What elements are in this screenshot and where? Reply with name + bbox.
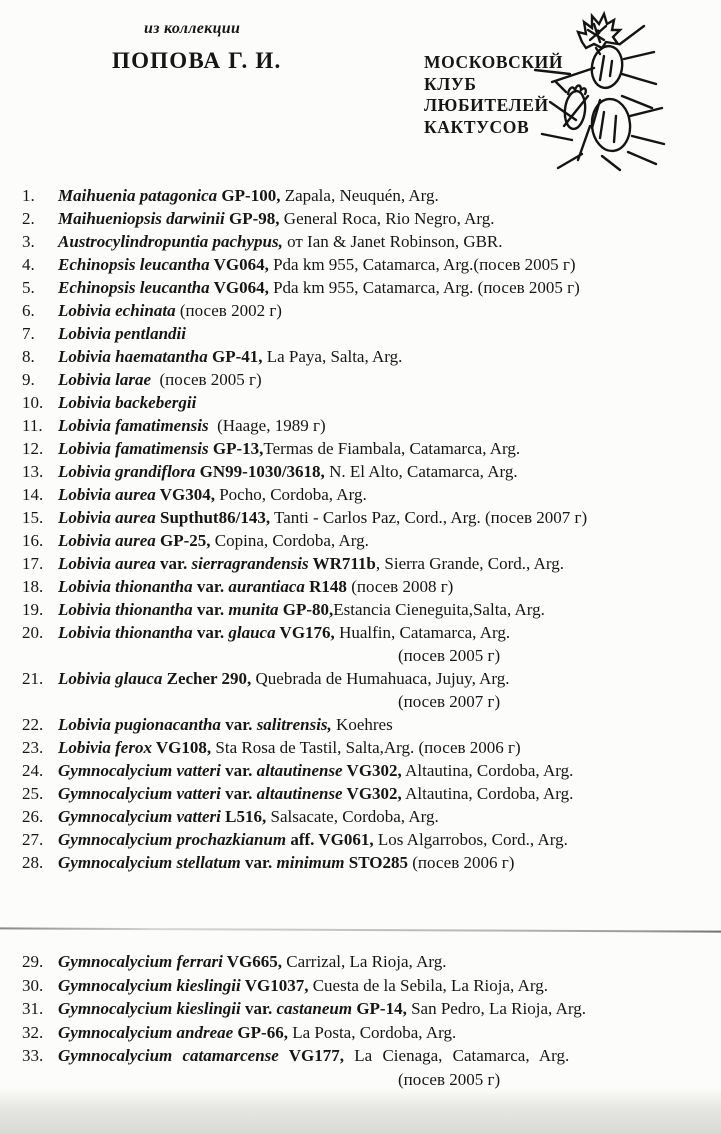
item-text: Maihueniopsis darwinii GP-98, General Roca, Rio Negro, Arg. <box>58 209 495 228</box>
list-item <box>22 851 721 874</box>
item-text: Echinopsis leucantha VG064, Pda km 955, Catamarca, Arg. (посев 2005 г) <box>58 278 580 297</box>
list-item <box>22 997 721 1021</box>
item-text: Lobivia larae (посев 2005 г) <box>58 370 262 389</box>
list-item <box>22 529 721 552</box>
item-text: Austrocylindropuntia pachypus, от Ian & Janet Robinson, GBR. <box>58 232 503 251</box>
item-text: Lobivia thionantha var. aurantiaca R148 (посев 2008 г) <box>58 577 454 596</box>
list-item <box>22 322 721 345</box>
item-text: Lobivia backebergii <box>58 393 197 412</box>
item-text: Lobivia aurea GP-25, Copina, Cordoba, Arg. <box>58 531 369 550</box>
list-item <box>22 575 721 598</box>
item-text: Lobivia aurea Supthut86/143, Tanti - Carlos Paz, Cord., Arg. (посев 2007 г) <box>58 508 588 527</box>
item-text: Lobivia echinata (посев 2002 г) <box>58 301 282 320</box>
item-number: 6. <box>22 301 35 320</box>
item-text: Lobivia famatimensis GP-13,Termas de Fiambala, Catamarca, Arg. <box>58 439 521 458</box>
item-text: Lobivia pugionacantha var. salitrensis, Koehres <box>58 715 393 734</box>
item-number: 14. <box>22 485 44 504</box>
collector-name: ПОПОВА Г. И. <box>112 48 282 73</box>
item-number: 19. <box>22 600 44 619</box>
species-list-part2 <box>0 950 721 1091</box>
item-text: Lobivia glauca Zecher 290, Quebrada de Humahuaca, Jujuy, Arg. <box>58 669 510 688</box>
club-line: ЛЮБИТЕЛЕЙ <box>424 95 549 115</box>
item-number: 10. <box>22 393 44 412</box>
list-item <box>22 598 721 621</box>
item-number: 32. <box>22 1022 44 1042</box>
item-text: Gymnocalycium vatteri L516, Salsacate, Cordoba, Arg. <box>58 807 439 826</box>
list-item <box>22 759 721 782</box>
item-number: 3. <box>22 232 35 251</box>
item-number: 8. <box>22 347 35 366</box>
item-number: 22. <box>22 715 44 734</box>
list-item <box>22 950 721 974</box>
list-item <box>22 460 721 483</box>
item-text: Lobivia ferox VG108, Sta Rosa de Tastil, Salta,Arg. (посев 2006 г) <box>58 738 521 757</box>
list-item <box>22 437 721 460</box>
item-number: 15. <box>22 508 44 527</box>
item-text: Gymnocalycium stellatum var. minimum STO285 (посев 2006 г) <box>58 853 515 872</box>
item-number: 1. <box>22 186 35 205</box>
item-number: 31. <box>22 999 44 1018</box>
list-item <box>22 1021 721 1045</box>
item-text: Lobivia pentlandii <box>58 324 186 343</box>
item-text: Gymnocalycium prochazkianum aff. VG061, Los Algarrobos, Cord., Arg. <box>58 830 568 849</box>
list-item <box>22 414 721 437</box>
list-item <box>22 184 721 207</box>
list-item <box>22 345 721 368</box>
item-number: 12. <box>22 439 44 458</box>
list-item <box>22 276 721 299</box>
item-text: Gymnocalycium vatteri var. altautinense VG302, Altautina, Cordoba, Arg. <box>58 784 574 803</box>
item-continuation: (посев 2007 г) <box>398 692 501 711</box>
list-item <box>22 713 721 736</box>
item-number: 33. <box>22 1046 44 1065</box>
item-text: Lobivia grandiflora GN99-1030/3618, N. El Alto, Catamarca, Arg. <box>58 462 518 481</box>
collection-label: из коллекции <box>144 20 241 37</box>
item-number: 9. <box>22 370 35 389</box>
list-item <box>22 828 721 851</box>
item-continuation: (посев 2005 г) <box>398 1069 501 1089</box>
item-text: Echinopsis leucantha VG064, Pda km 955, Catamarca, Arg.(посев 2005 г) <box>58 255 576 274</box>
club-line: МОСКОВСКИЙ <box>424 52 564 72</box>
item-text: Lobivia aurea var. sierragrandensis WR711b, Sierra Grande, Cord., Arg. <box>58 554 564 573</box>
item-number: 11. <box>22 416 43 435</box>
list-item <box>22 736 721 759</box>
species-list-part1 <box>0 184 721 874</box>
item-number: 24. <box>22 761 44 780</box>
list-item <box>22 207 721 230</box>
item-text: Gymnocalycium vatteri var. altautinense VG302, Altautina, Cordoba, Arg. <box>58 761 574 780</box>
item-text: Gymnocalycium ferrari VG665, Carrizal, La Rioja, Arg. <box>58 952 447 971</box>
item-number: 2. <box>22 209 35 228</box>
item-number: 27. <box>22 830 44 849</box>
list-item <box>22 253 721 276</box>
list-item <box>22 552 721 575</box>
item-number: 17. <box>22 554 44 573</box>
list-item <box>22 1044 721 1091</box>
list-item <box>22 299 721 322</box>
list-item <box>22 483 721 506</box>
item-text: Lobivia aurea VG304, Pocho, Cordoba, Arg. <box>58 485 367 504</box>
item-text: Lobivia haematantha GP-41, La Paya, Salta, Arg. <box>58 347 403 366</box>
item-text: Gymnocalycium kieslingii VG1037, Cuesta de la Sebila, La Rioja, Arg. <box>58 975 548 995</box>
page-seam <box>0 927 721 932</box>
list-item <box>22 805 721 828</box>
item-text: Gymnocalycium andreae GP-66, La Posta, Cordoba, Arg. <box>58 1022 457 1042</box>
item-number: 26. <box>22 807 44 826</box>
item-text: Lobivia thionantha var. munita GP-80,Estancia Cieneguita,Salta, Arg. <box>58 600 545 619</box>
list-item <box>22 368 721 391</box>
scan-shadow <box>0 1088 721 1134</box>
cactus-logo-icon <box>532 4 708 180</box>
list-item <box>22 506 721 529</box>
list-item <box>22 782 721 805</box>
item-number: 29. <box>22 952 44 971</box>
list-item <box>22 974 721 998</box>
item-number: 21. <box>22 669 44 688</box>
item-text: Gymnocalycium catamarcense VG177, La Cienaga, Catamarca, Arg. <box>58 1046 570 1065</box>
list-item <box>22 621 721 667</box>
club-line: КАКТУСОВ <box>424 116 530 137</box>
item-text: Lobivia famatimensis (Haage, 1989 г) <box>58 416 326 435</box>
item-number: 5. <box>22 278 35 297</box>
item-number: 18. <box>22 577 44 596</box>
item-number: 30. <box>22 975 44 995</box>
item-number: 13. <box>22 462 44 481</box>
list-item <box>22 230 721 253</box>
item-number: 7. <box>22 324 35 343</box>
list-item <box>22 391 721 414</box>
item-number: 25. <box>22 784 44 803</box>
list-item <box>22 667 721 713</box>
item-number: 16. <box>22 531 44 550</box>
item-number: 28. <box>22 853 44 872</box>
item-text: Maihuenia patagonica GP-100, Zapala, Neuquén, Arg. <box>58 186 439 205</box>
item-number: 23. <box>22 738 44 757</box>
item-text: Gymnocalycium kieslingii var. castaneum GP-14, San Pedro, La Rioja, Arg. <box>58 999 586 1018</box>
item-text: Lobivia thionantha var. glauca VG176, Hualfin, Catamarca, Arg. <box>58 623 511 642</box>
club-line: КЛУБ <box>424 73 477 94</box>
item-continuation: (посев 2005 г) <box>398 646 501 665</box>
item-number: 4. <box>22 255 35 274</box>
item-number: 20. <box>22 623 44 642</box>
